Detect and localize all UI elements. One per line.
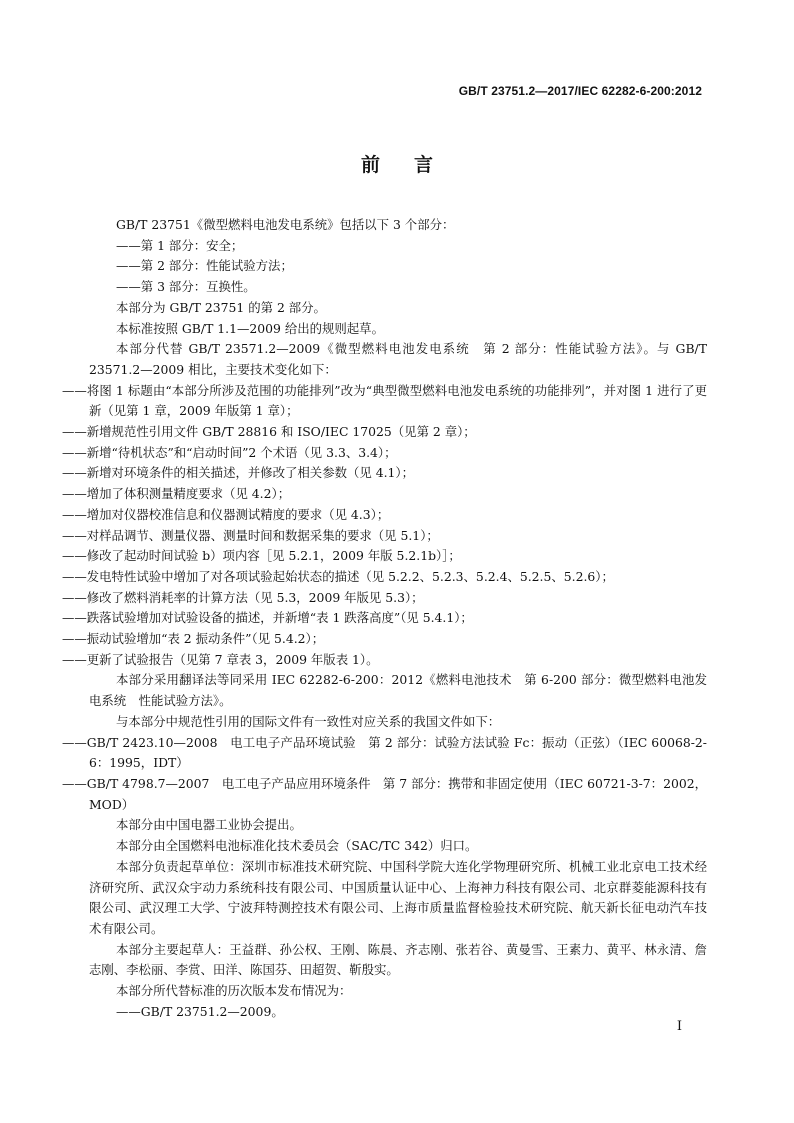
paragraph-corresponding-docs: 与本部分中规范性引用的国际文件有一致性对应关系的我国文件如下： bbox=[116, 713, 501, 729]
change-item: ——修改了起动时间试验 b）项内容［见 5.2.1，2009 年版 5.2.1b）］； bbox=[62, 548, 461, 564]
paragraph-drafting-units: 本部分负责起草单位：深圳市标准技术研究院、中国科学院大连化学物理研究所、机械工业北京电工技术经济研究所、武汉众宇动力系统科技有限公司、中国质量认证中心、上海神力科技有限公司、北京群菱能源科技有限公司、武汉理工大学、宁波拜特测控技术有限公司、上海市质量监督检验技术研究院、航天新长征电动汽车技术有限公司。 bbox=[89, 858, 707, 936]
change-item: ——振动试验增加“表 2 振动条件”（见 5.4.2）； bbox=[62, 631, 325, 647]
paragraph-drafting-rules: 本标准按照 GB/T 1.1—2009 给出的规则起草。 bbox=[116, 320, 384, 336]
change-item: ——新增“待机状态”和“启动时间”2 个术语（见 3.3、3.4）； bbox=[62, 444, 397, 460]
paragraph-adoption: 本部分采用翻译法等同采用 IEC 62282-6-200：2012《燃料电池技术 第 6-200 部分：微型燃料电池发电系统 性能试验方法》。 bbox=[89, 672, 707, 709]
change-item: ——更新了试验报告（见第 7 章表 3，2009 年版表 1）。 bbox=[62, 651, 379, 667]
change-item: ——发电特性试验中增加了对各项试验起始状态的描述（见 5.2.2、5.2.3、5.2.4、5.2.5、5.2.6）； bbox=[62, 568, 614, 584]
reference-item: ——GB/T 4798.7—2007 电工电子产品应用环境条件 第 7 部分：携带和非固定使用（IEC 60721-3-7：2002，MOD） bbox=[62, 775, 707, 812]
paragraph-intro: GB/T 23751《微型燃料电池发电系统》包括以下 3 个部分： bbox=[116, 217, 455, 232]
list-item-part3: ——第 3 部分：互换性。 bbox=[116, 279, 256, 295]
change-item: ——新增对环境条件的相关描述，并修改了相关参数（见 4.1）； bbox=[62, 465, 414, 481]
history-item: ——GB/T 23751.2—2009。 bbox=[116, 1003, 284, 1019]
paragraph-part-statement: 本部分为 GB/T 23751 的第 2 部分。 bbox=[116, 299, 326, 315]
standard-code-header: GB/T 23751.2—2017/IEC 62282-6-200:2012 bbox=[458, 84, 702, 98]
change-item: ——对样品调节、测量仪器、测量时间和数据采集的要求（见 5.1）； bbox=[62, 527, 439, 543]
reference-item: ——GB/T 2423.10—2008 电工电子产品环境试验 第 2 部分：试验方法试验 Fc：振动（正弦）（IEC 60068-2-6：1995，IDT） bbox=[62, 734, 707, 771]
change-item: ——将图 1 标题由“本部分所涉及范围的功能排列”改为“典型微型燃料电池发电系统的功能排列”，并对图 1 进行了更新（见第 1 章，2009 年版第 1 章）； bbox=[62, 382, 707, 419]
change-item: ——增加了体积测量精度要求（见 4.2）； bbox=[62, 486, 291, 502]
change-item: ——增加对仪器校准信息和仪器测试精度的要求（见 4.3）； bbox=[62, 506, 390, 522]
page-title: 前言 bbox=[360, 154, 467, 176]
paragraph-replaces: 本部分代替 GB/T 23571.2—2009《微型燃料电池发电系统 第 2 部分：性能试验方法》。与 GB/T 23571.2—2009 相比，主要技术变化如下： bbox=[89, 341, 707, 377]
list-item-part2: ——第 2 部分：性能试验方法； bbox=[116, 258, 293, 274]
paragraph-history: 本部分所代替标准的历次版本发布情况为： bbox=[116, 983, 352, 999]
paragraph-proposed-by: 本部分由中国电器工业协会提出。 bbox=[116, 817, 302, 833]
paragraph-centralized-by: 本部分由全国燃料电池标准化技术委员会（SAC/TC 342）归口。 bbox=[116, 838, 478, 854]
foreword-body bbox=[62, 215, 707, 1022]
list-item-part1: ——第 1 部分：安全； bbox=[116, 237, 244, 253]
change-item: ——跌落试验增加对试验设备的描述，并新增“表 1 跌落高度”（见 5.4.1）； bbox=[62, 610, 473, 626]
page-number: I bbox=[676, 1019, 682, 1034]
change-item: ——新增规范性引用文件 GB/T 28816 和 ISO/IEC 17025（见第 2 章）； bbox=[62, 424, 476, 440]
paragraph-drafters: 本部分主要起草人：王益群、孙公权、王刚、陈晨、齐志刚、张若谷、黄曼雪、王素力、黄平、林永清、詹志刚、李松丽、李赏、田洋、陈国芬、田超贺、靳殷实。 bbox=[89, 941, 707, 978]
change-item: ——修改了燃料消耗率的计算方法（见 5.3，2009 年版见 5.3）； bbox=[62, 589, 424, 605]
